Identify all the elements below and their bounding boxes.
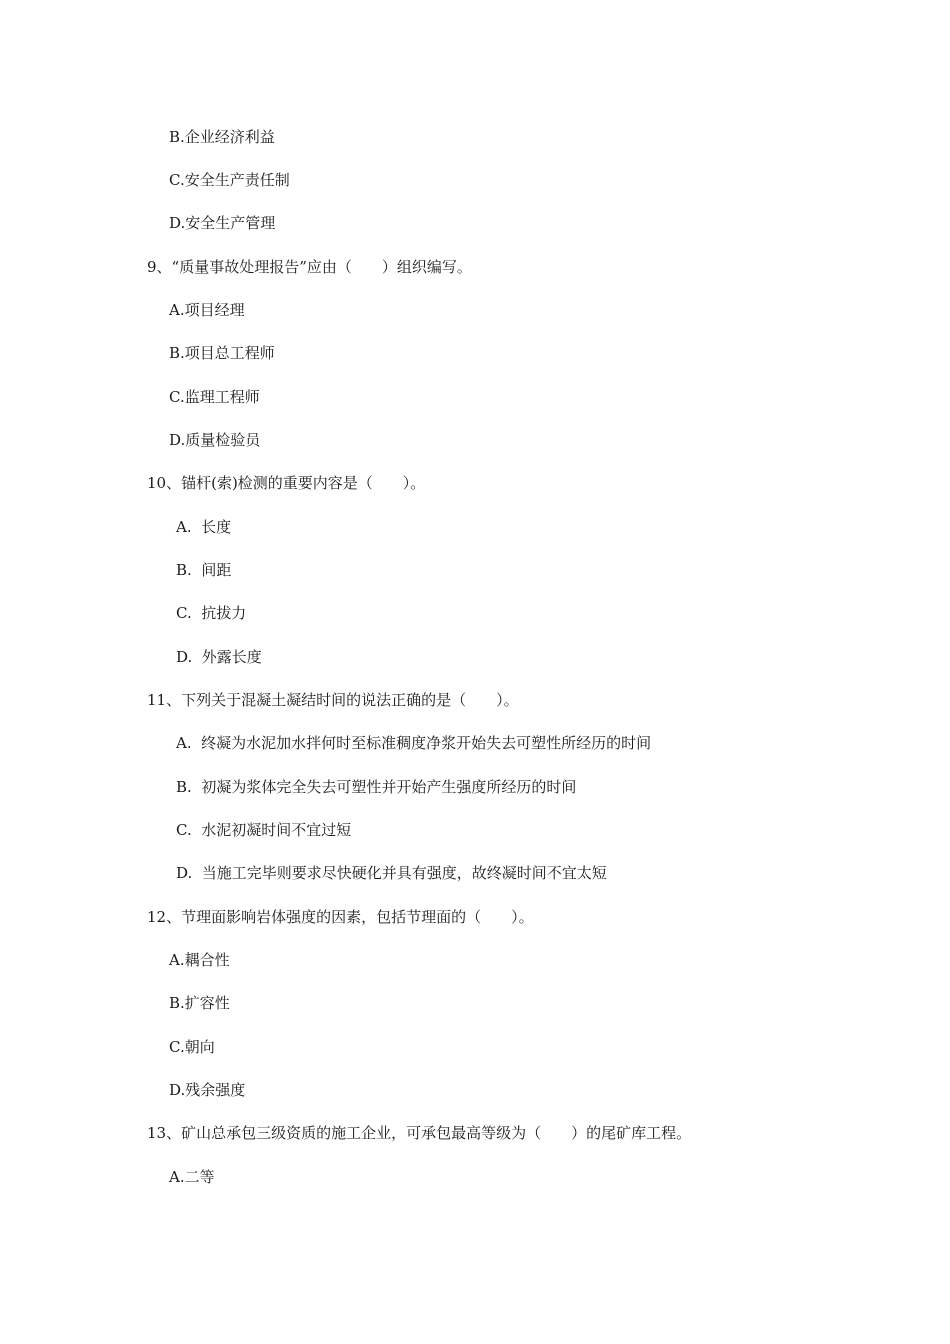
q11-option-d: D. 当施工完毕则要求尽快硬化并具有强度，故终凝时间不宜太短 (176, 864, 607, 882)
q13-option-a: A.二等 (169, 1168, 215, 1186)
q9-option-b: B.项目总工程师 (169, 344, 275, 362)
q10-option-c: C. 抗拔力 (176, 604, 247, 622)
q8-option-d: D.安全生产管理 (169, 214, 276, 232)
q8-option-c: C.安全生产责任制 (169, 171, 290, 189)
question-11: 11、下列关于混凝土凝结时间的说法正确的是（ ）。 (147, 691, 519, 709)
q10-option-a: A. 长度 (176, 518, 232, 536)
q8-option-b: B.企业经济利益 (169, 128, 275, 146)
q11-option-a: A. 终凝为水泥加水拌何时至标准稠度净浆开始失去可塑性所经历的时间 (176, 734, 652, 752)
q12-option-c: C.朝向 (169, 1038, 215, 1056)
q10-option-b: B. 间距 (176, 561, 232, 579)
q12-option-b: B.扩容性 (169, 994, 230, 1012)
q9-option-c: C.监理工程师 (169, 388, 260, 406)
q9-option-a: A.项目经理 (169, 301, 245, 319)
question-12: 12、节理面影响岩体强度的因素，包括节理面的（ ）。 (147, 908, 534, 926)
q10-option-d: D. 外露长度 (176, 648, 262, 666)
q9-option-d: D.质量检验员 (169, 431, 261, 449)
question-9: 9、“质量事故处理报告”应由（ ）组织编写。 (147, 258, 472, 276)
q11-option-c: C. 水泥初凝时间不宜过短 (176, 821, 352, 839)
q11-option-b: B. 初凝为浆体完全失去可塑性并开始产生强度所经历的时间 (176, 778, 577, 796)
question-10: 10、锚杆(索)检测的重要内容是（ ）。 (147, 474, 426, 492)
q12-option-d: D.残余强度 (169, 1081, 246, 1099)
question-13: 13、矿山总承包三级资质的施工企业，可承包最高等级为（ ）的尾矿库工程。 (147, 1124, 692, 1142)
q12-option-a: A.耦合性 (169, 951, 230, 969)
